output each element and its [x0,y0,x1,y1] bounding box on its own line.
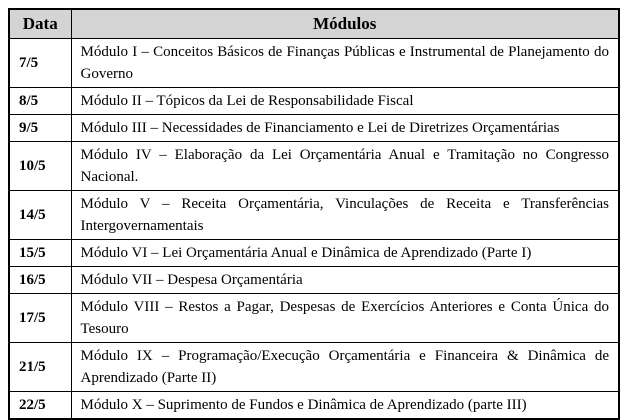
header-cell-modules: Módulos [71,9,619,39]
module-cell: Módulo X – Suprimento de Fundos e Dinâmica de Aprendizado (parte III) [71,392,619,420]
header-cell-data: Data [9,9,71,39]
date-cell: 15/5 [9,240,71,267]
module-cell: Módulo IV – Elaboração da Lei Orçamentária Anual e Tramitação no Congresso Nacional. [71,142,619,191]
table-row [9,39,619,88]
table-row [9,343,619,392]
module-cell: Módulo VIII – Restos a Pagar, Despesas de Exercícios Anteriores e Conta Única do Tesouro [71,294,619,343]
table-row [9,240,619,267]
date-cell: 17/5 [9,294,71,343]
date-cell: 21/5 [9,343,71,392]
date-cell: 16/5 [9,267,71,294]
module-cell: Módulo VII – Despesa Orçamentária [71,267,619,294]
table-row [9,142,619,191]
module-cell: Módulo I – Conceitos Básicos de Finanças Públicas e Instrumental de Planejamento do Governo [71,39,619,88]
table-row [9,392,619,420]
table-row [9,88,619,115]
module-cell: Módulo IX – Programação/Execução Orçamentária e Financeira & Dinâmica de Aprendizado (Parte II) [71,343,619,392]
table-row [9,294,619,343]
header-row [9,9,619,39]
date-cell: 10/5 [9,142,71,191]
date-cell: 8/5 [9,88,71,115]
table-row [9,191,619,240]
date-cell: 14/5 [9,191,71,240]
table-row [9,267,619,294]
date-cell: 22/5 [9,392,71,420]
date-cell: 9/5 [9,115,71,142]
date-cell: 7/5 [9,39,71,88]
table-row [9,115,619,142]
schedule-table [8,8,620,420]
module-cell: Módulo III – Necessidades de Financiamento e Lei de Diretrizes Orçamentárias [71,115,619,142]
module-cell: Módulo II – Tópicos da Lei de Responsabilidade Fiscal [71,88,619,115]
module-cell: Módulo VI – Lei Orçamentária Anual e Dinâmica de Aprendizado (Parte I) [71,240,619,267]
module-cell: Módulo V – Receita Orçamentária, Vinculações de Receita e Transferências Intergovernamentais [71,191,619,240]
